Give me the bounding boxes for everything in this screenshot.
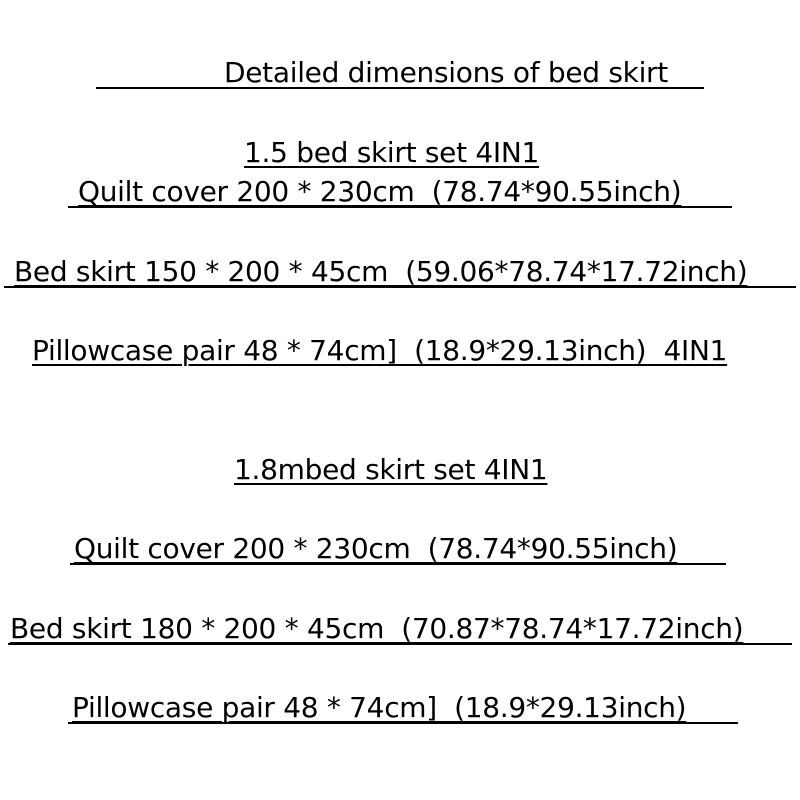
- set-18-pillowcase: Pillowcase pair 48 * 74cm] (18.9*29.13inch): [72, 691, 687, 724]
- set-15-pillowcase: Pillowcase pair 48 * 74cm] (18.9*29.13inch) 4IN1: [32, 334, 728, 367]
- set-18-bed-skirt-trailing-rule: [8, 643, 792, 645]
- set-18-quilt-cover: Quilt cover 200 * 230cm (78.74*90.55inch): [74, 532, 678, 565]
- set-15-quilt-cover: Quilt cover 200 * 230cm (78.74*90.55inch): [78, 175, 682, 208]
- page-title: Detailed dimensions of bed skirt: [224, 56, 668, 89]
- set-15-bed-skirt-trailing-rule: [4, 286, 796, 288]
- title-underline-rule: [224, 87, 704, 89]
- set-18-pillowcase-trailing-rule: [68, 722, 738, 724]
- set-15-quilt-cover-trailing-rule: [68, 206, 732, 208]
- set-18-quilt-cover-trailing-rule: [70, 563, 726, 565]
- set-18-bed-skirt: Bed skirt 180 * 200 * 45cm (70.87*78.74*17.72inch): [10, 612, 744, 645]
- set-18-heading: 1.8mbed skirt set 4IN1: [234, 453, 548, 486]
- set-15-bed-skirt: Bed skirt 150 * 200 * 45cm (59.06*78.74*17.72inch): [14, 255, 748, 288]
- title-leading-rule: [96, 87, 226, 89]
- set-15-heading: 1.5 bed skirt set 4IN1: [244, 136, 540, 169]
